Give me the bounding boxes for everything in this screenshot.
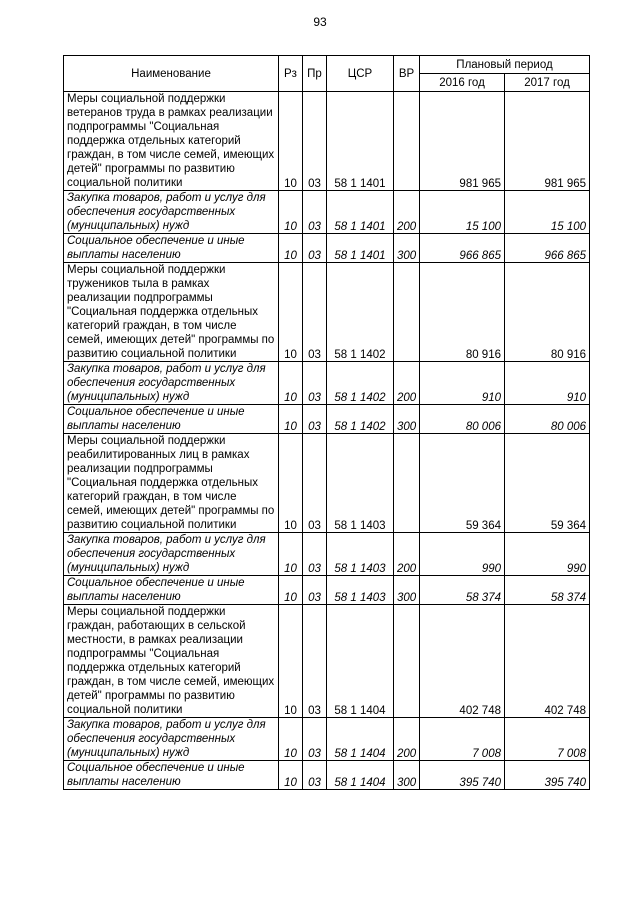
row-2016: 15 100: [420, 191, 505, 234]
row-2016: 7 008: [420, 718, 505, 761]
row-pr: 03: [303, 263, 327, 362]
table-row: [64, 191, 590, 234]
row-pr: 03: [303, 92, 327, 191]
row-2017: 402 748: [505, 605, 590, 718]
table-row: [64, 533, 590, 576]
row-2017: 981 965: [505, 92, 590, 191]
row-vr: 300: [394, 761, 420, 790]
row-2016: 910: [420, 362, 505, 405]
row-rz: 10: [279, 533, 303, 576]
row-2016: 58 374: [420, 576, 505, 605]
row-2017: 7 008: [505, 718, 590, 761]
row-2017: 58 374: [505, 576, 590, 605]
budget-table: [63, 55, 590, 790]
row-pr: 03: [303, 605, 327, 718]
row-2016: 981 965: [420, 92, 505, 191]
table-row: [64, 405, 590, 434]
row-pr: 03: [303, 362, 327, 405]
row-vr: 300: [394, 234, 420, 263]
header-name: Наименование: [64, 56, 279, 92]
row-csr: 58 1 1401: [327, 234, 394, 263]
header-rz: Рз: [279, 56, 303, 92]
row-2016: 966 865: [420, 234, 505, 263]
row-rz: 10: [279, 263, 303, 362]
row-vr: 200: [394, 191, 420, 234]
row-csr: 58 1 1403: [327, 434, 394, 533]
row-2016: 59 364: [420, 434, 505, 533]
row-csr: 58 1 1403: [327, 576, 394, 605]
header-period: Плановый период: [420, 56, 590, 74]
row-rz: 10: [279, 405, 303, 434]
header-pr: Пр: [303, 56, 327, 92]
row-rz: 10: [279, 761, 303, 790]
row-2017: 395 740: [505, 761, 590, 790]
row-2017: 59 364: [505, 434, 590, 533]
table-row: [64, 92, 590, 191]
row-csr: 58 1 1401: [327, 92, 394, 191]
row-2016: 402 748: [420, 605, 505, 718]
row-vr: 200: [394, 718, 420, 761]
row-csr: 58 1 1402: [327, 362, 394, 405]
row-name: Социальное обеспечение и иные выплаты населению: [64, 234, 279, 263]
row-vr: 300: [394, 405, 420, 434]
table-row: [64, 576, 590, 605]
row-rz: 10: [279, 234, 303, 263]
header-year-2016: 2016 год: [420, 74, 505, 92]
row-vr: [394, 263, 420, 362]
row-pr: 03: [303, 533, 327, 576]
row-name: Закупка товаров, работ и услуг для обеспечения государственных (муниципальных) нужд: [64, 362, 279, 405]
row-2017: 80 006: [505, 405, 590, 434]
row-2017: 990: [505, 533, 590, 576]
row-2016: 395 740: [420, 761, 505, 790]
row-pr: 03: [303, 234, 327, 263]
table-row: [64, 234, 590, 263]
row-rz: 10: [279, 92, 303, 191]
row-name: Закупка товаров, работ и услуг для обеспечения государственных (муниципальных) нужд: [64, 191, 279, 234]
row-name: Меры социальной поддержки реабилитированных лиц в рамках реализации подпрограммы "Социальная поддержка отдельных категорий граждан, в том числе семей, имеющих детей" программы по развитию социальной политики: [64, 434, 279, 533]
table-row: [64, 718, 590, 761]
row-pr: 03: [303, 405, 327, 434]
row-name: Закупка товаров, работ и услуг для обеспечения государственных (муниципальных) нужд: [64, 533, 279, 576]
table-row: [64, 761, 590, 790]
row-rz: 10: [279, 605, 303, 718]
row-name: Закупка товаров, работ и услуг для обеспечения государственных (муниципальных) нужд: [64, 718, 279, 761]
row-name: Социальное обеспечение и иные выплаты населению: [64, 576, 279, 605]
row-pr: 03: [303, 718, 327, 761]
row-2016: 80 006: [420, 405, 505, 434]
header-row: [64, 56, 590, 74]
table-row: [64, 263, 590, 362]
row-2016: 80 916: [420, 263, 505, 362]
row-2017: 910: [505, 362, 590, 405]
row-csr: 58 1 1403: [327, 533, 394, 576]
row-vr: 200: [394, 362, 420, 405]
row-rz: 10: [279, 718, 303, 761]
row-pr: 03: [303, 761, 327, 790]
row-csr: 58 1 1401: [327, 191, 394, 234]
header-vr: ВР: [394, 56, 420, 92]
row-csr: 58 1 1402: [327, 405, 394, 434]
row-name: Меры социальной поддержки граждан, работающих в сельской местности, в рамках реализации подпрограммы "Социальная поддержка отдельных категорий граждан, в том числе семей, имеющих детей" программы по развитию социальной политики: [64, 605, 279, 718]
row-csr: 58 1 1404: [327, 718, 394, 761]
row-2017: 15 100: [505, 191, 590, 234]
row-vr: [394, 605, 420, 718]
row-csr: 58 1 1402: [327, 263, 394, 362]
page-number: 93: [313, 15, 327, 29]
row-pr: 03: [303, 434, 327, 533]
row-name: Социальное обеспечение и иные выплаты населению: [64, 761, 279, 790]
row-2017: 80 916: [505, 263, 590, 362]
row-vr: 200: [394, 533, 420, 576]
row-csr: 58 1 1404: [327, 605, 394, 718]
row-pr: 03: [303, 576, 327, 605]
row-name: Меры социальной поддержки тружеников тыла в рамках реализации подпрограммы "Социальная поддержка отдельных категорий граждан, в том числе семей, имеющих детей" программы по развитию социальной политики: [64, 263, 279, 362]
row-name: Социальное обеспечение и иные выплаты населению: [64, 405, 279, 434]
header-csr: ЦСР: [327, 56, 394, 92]
row-rz: 10: [279, 362, 303, 405]
row-vr: 300: [394, 576, 420, 605]
row-name: Меры социальной поддержки ветеранов труда в рамках реализации подпрограммы "Социальная поддержка отдельных категорий граждан, в том числе семей, имеющих детей" программы по развитию социальной политики: [64, 92, 279, 191]
row-rz: 10: [279, 434, 303, 533]
row-vr: [394, 92, 420, 191]
row-2017: 966 865: [505, 234, 590, 263]
table-row: [64, 605, 590, 718]
row-rz: 10: [279, 576, 303, 605]
row-pr: 03: [303, 191, 327, 234]
header-year-2017: 2017 год: [505, 74, 590, 92]
table-row: [64, 434, 590, 533]
row-csr: 58 1 1404: [327, 761, 394, 790]
row-rz: 10: [279, 191, 303, 234]
row-2016: 990: [420, 533, 505, 576]
table-row: [64, 362, 590, 405]
row-vr: [394, 434, 420, 533]
